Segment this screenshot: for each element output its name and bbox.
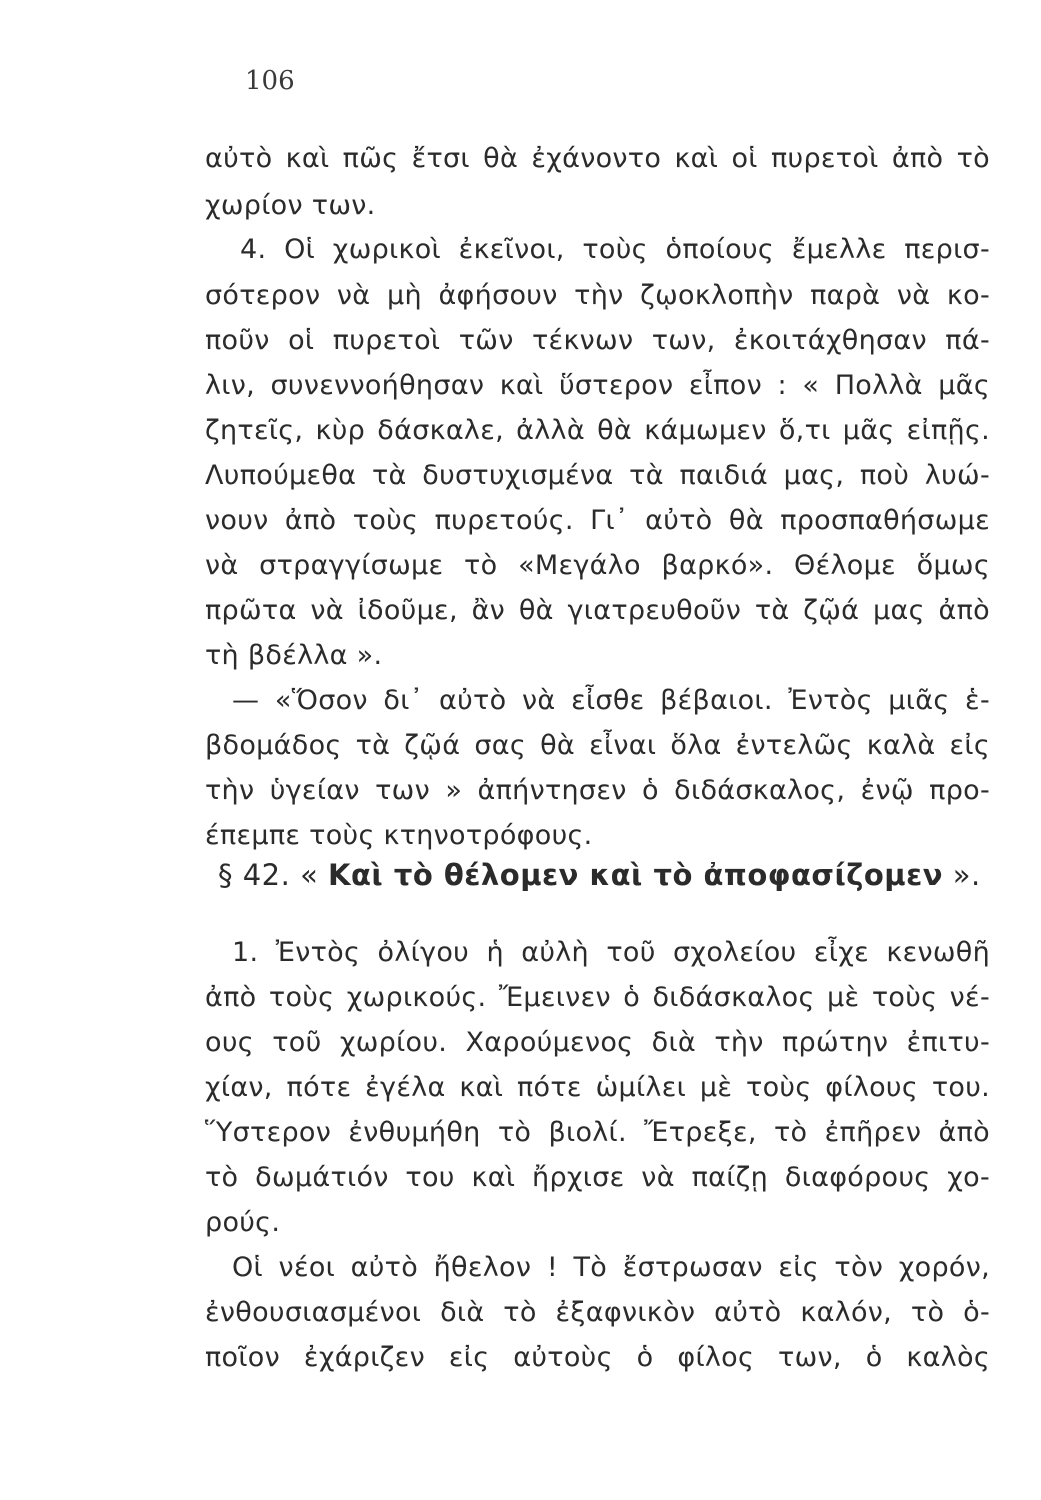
text-line: λιν, συνεννοήθησαν καὶ ὕστερον εἶπον : « Πολλὰ μᾶς [205,370,990,401]
text-line: ζητεῖς, κὺρ δάσκαλε, ἀλλὰ θὰ κάμωμεν ὅ,τι μᾶς εἰπῇς. [205,415,990,446]
text-line: βδομάδος τὰ ζῷά σας θὰ εἶναι ὅλα ἐντελῶς καλὰ εἰς [205,730,990,761]
text-line: 1. Ἐντὸς ὀλίγου ἡ αὐλὴ τοῦ σχολείου εἶχε κενωθῆ [232,937,990,968]
text-line: ποῖον ἐχάριζεν εἰς αὐτοὺς ὁ φίλος των, ὁ καλὸς [205,1342,990,1373]
text-line: ους τοῦ χωρίου. Χαρούμενος διὰ τὴν πρώτην ἐπιτυ- [205,1027,990,1058]
text-line: τὴν ὑγείαν των » ἀπήντησεν ὁ διδάσκαλος, ἐνῷ προ- [205,775,990,806]
page-number: 106 [245,66,295,96]
text-line: τὸ δωμάτιόν του καὶ ἤρχισε νὰ παίζῃ διαφόρους χο- [205,1162,990,1193]
text-line: Ὕστερον ἐνθυμήθη τὸ βιολί. Ἔτρεξε, τὸ ἐπῆρεν ἀπὸ [205,1117,990,1148]
text-line: ποῦν οἱ πυρετοὶ τῶν τέκνων των, ἐκοιτάχθησαν πά- [205,325,990,356]
text-line: πρῶτα νὰ ἰδοῦμε, ἂν θὰ γιατρευθοῦν τὰ ζῷά μας ἀπὸ [205,595,990,626]
text-line: ἀπὸ τοὺς χωρικούς. Ἔμεινεν ὁ διδάσκαλος μὲ τοὺς νέ- [205,982,990,1013]
section-title: Καὶ τὸ θέλομεν καὶ τὸ ἀποφασίζομεν [328,858,944,892]
text-line: Λυπούμεθα τὰ δυστυχισμένα τὰ παιδιά μας, ποὺ λυώ- [205,460,990,491]
text-line: νουν ἀπὸ τοὺς πυρετούς. Γι᾽ αὐτὸ θὰ προσπαθήσωμε [205,505,990,536]
heading-open-quote: « [300,858,319,892]
section-heading [218,858,981,892]
heading-close-quote: ». [952,858,981,892]
text-line: έπεμπε τοὺς κτηνοτρόφους. [205,820,593,851]
section-number: § 42. [218,858,291,892]
text-line: χωρίον των. [205,190,376,221]
text-line: χίαν, πότε ἐγέλα καὶ πότε ὡμίλει μὲ τοὺς φίλους του. [205,1072,990,1103]
text-line: τὴ βδέλλα ». [205,640,383,671]
text-line: σότερον νὰ μὴ ἀφήσουν τὴν ζῳοκλοπὴν παρὰ νὰ κο- [205,280,990,311]
text-line: ἐνθουσιασμένοι διὰ τὸ ἐξαφνικὸν αὐτὸ καλόν, τὸ ὁ- [205,1297,990,1328]
text-line: 4. Οἱ χωρικοὶ ἐκεῖνοι, τοὺς ὁποίους ἔμελλε περισ- [240,234,990,265]
text-line: ρούς. [205,1207,281,1238]
text-line: αὐτὸ καὶ πῶς ἔτσι θὰ ἐχάνοντο καὶ οἱ πυρετοὶ ἀπὸ τὸ [205,143,990,174]
text-line: Οἱ νέοι αὐτὸ ἤθελον ! Τὸ ἔστρωσαν εἰς τὸν χορόν, [232,1252,990,1283]
text-line: νὰ στραγγίσωμε τὸ «Μεγάλο βαρκό». Θέλομε ὅμως [205,550,990,581]
text-line: — «Ὅσον δι᾽ αὐτὸ νὰ εἶσθε βέβαιοι. Ἐντὸς μιᾶς ἑ- [232,685,990,716]
